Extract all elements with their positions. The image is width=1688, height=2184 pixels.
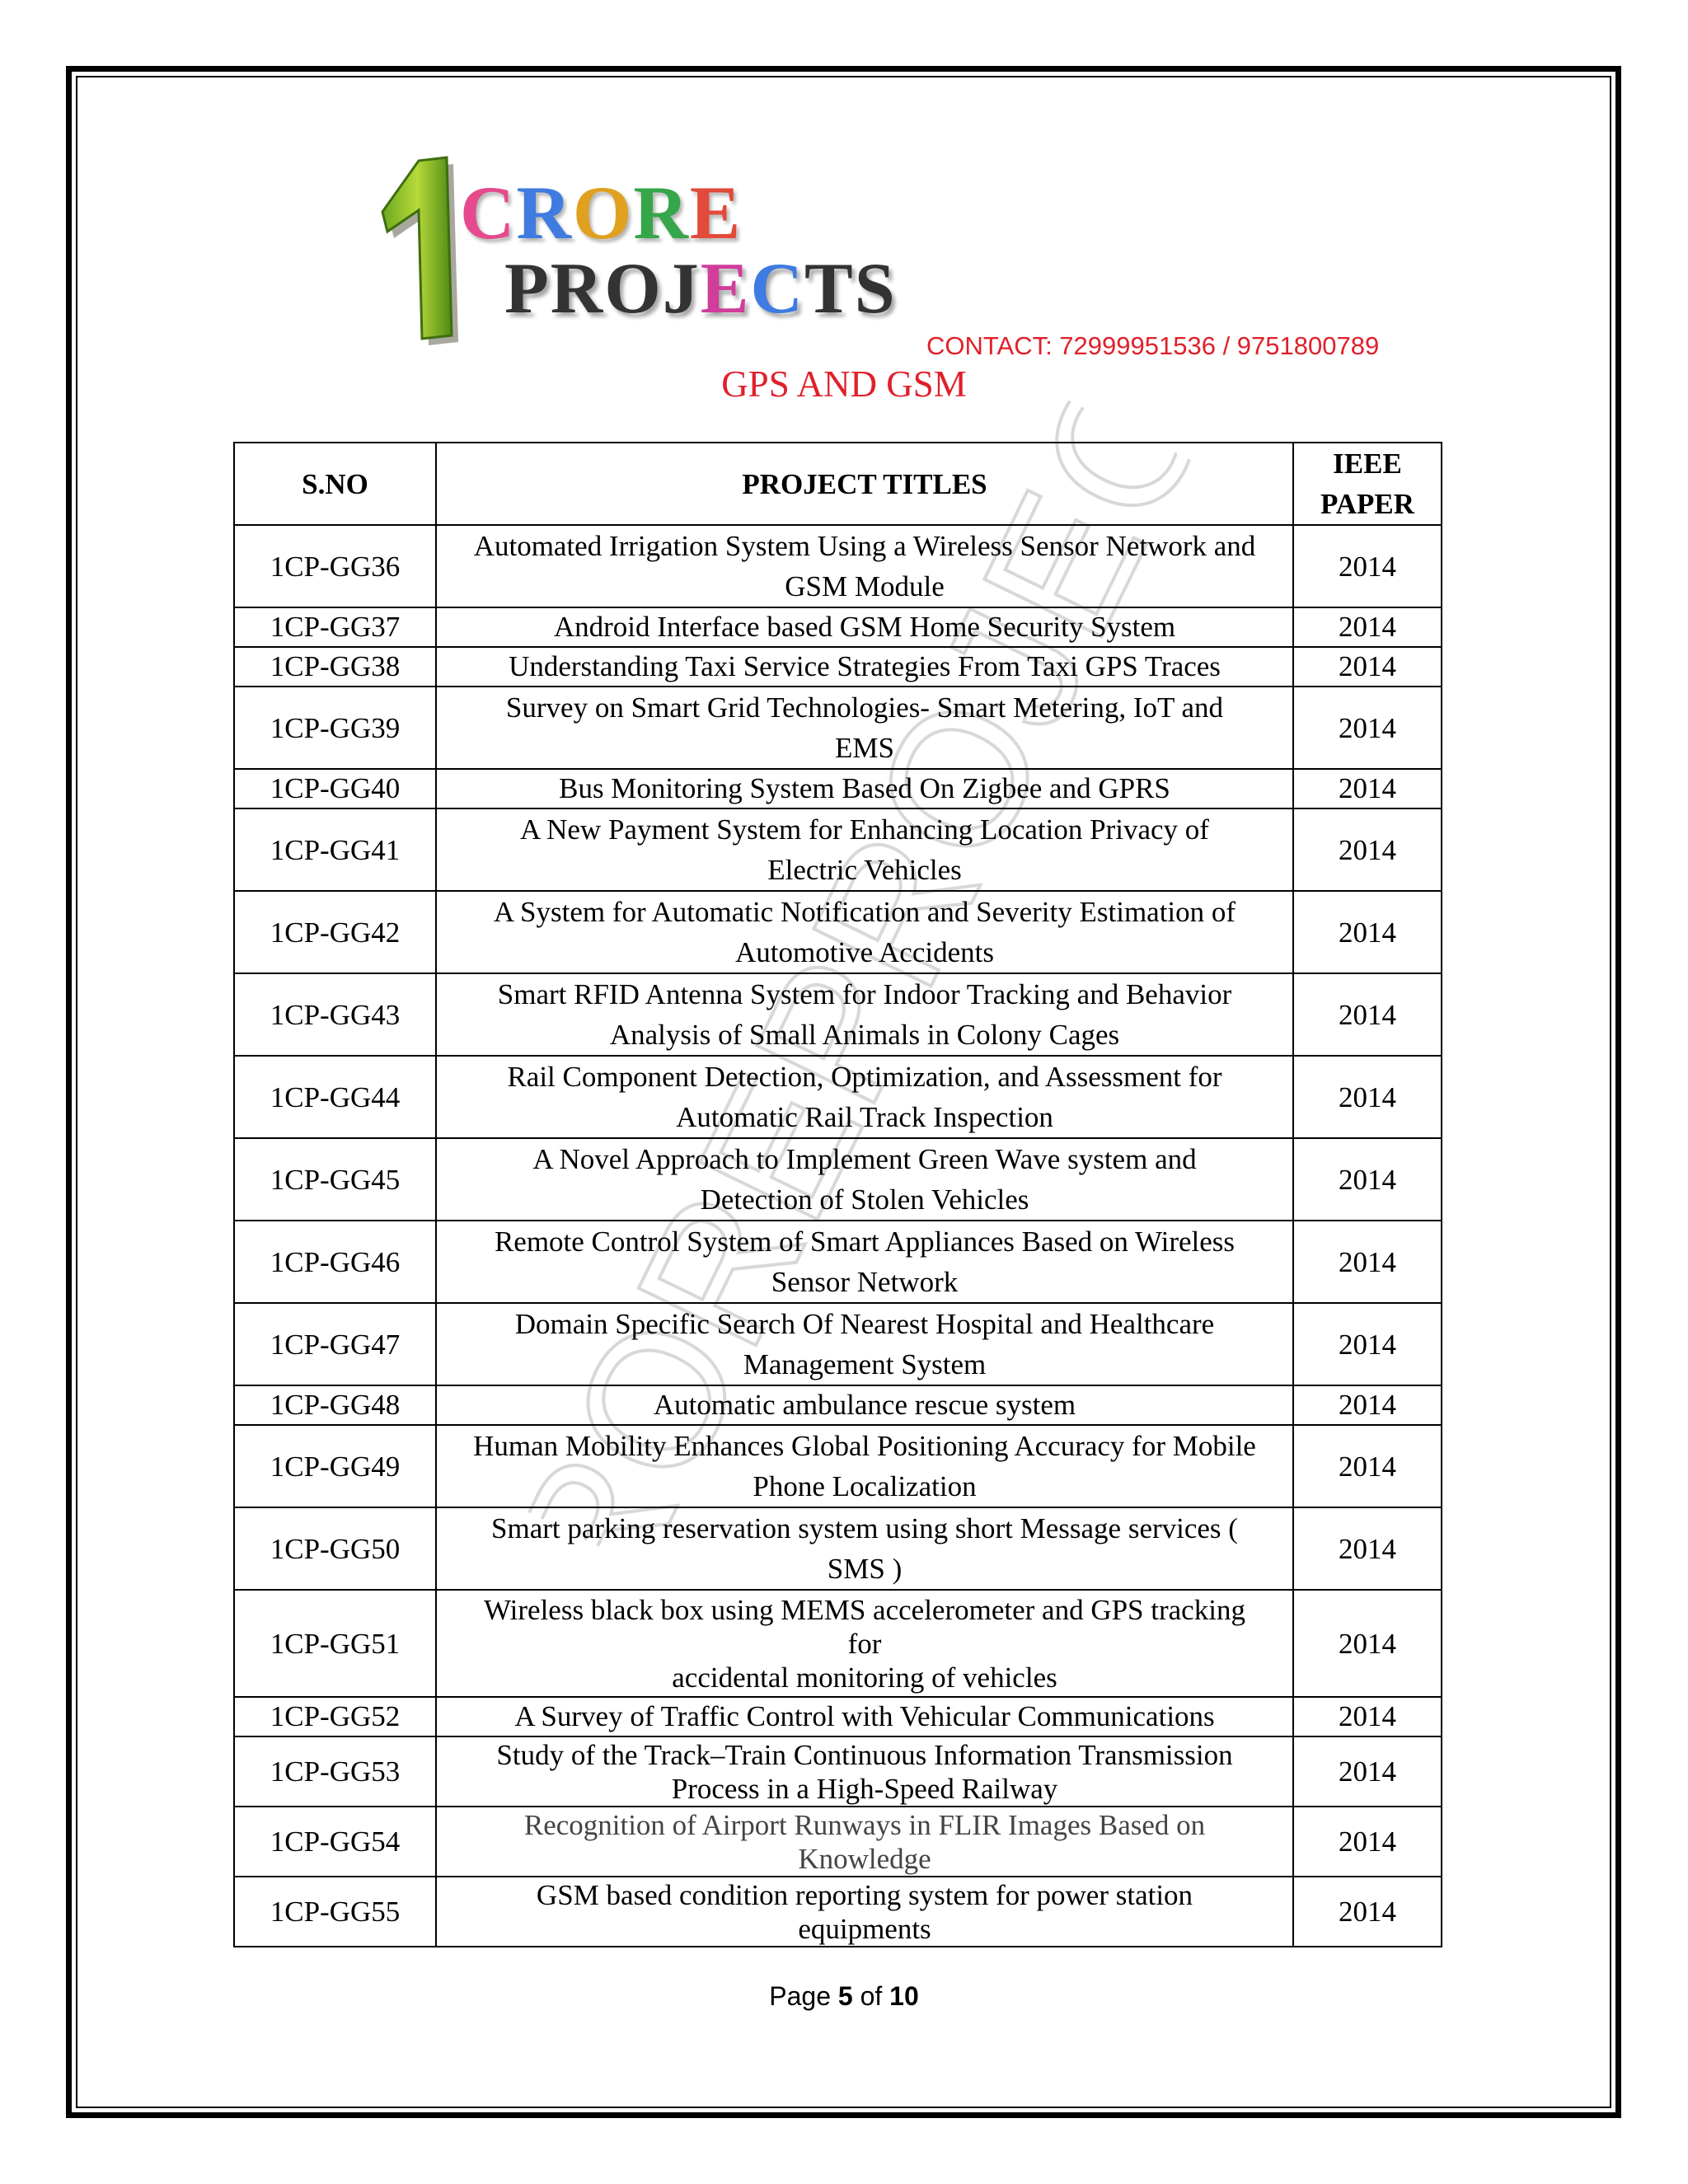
cell-ieee-year: 2014 [1293, 687, 1442, 769]
cell-project-title [436, 607, 1293, 647]
cell-sno: 1CP-GG45 [234, 1138, 436, 1221]
title-line: A Novel Approach to Implement Green Wave system and [532, 1143, 1197, 1175]
cell-project-title [436, 1303, 1293, 1385]
cell-ieee-year: 2014 [1293, 607, 1442, 647]
cell-ieee-year: 2014 [1293, 1138, 1442, 1221]
cell-ieee-year: 2014 [1293, 1385, 1442, 1425]
logo-letter: S [854, 249, 897, 329]
cell-sno: 1CP-GG52 [234, 1697, 436, 1736]
table-row [234, 1590, 1442, 1697]
title-line: A System for Automatic Notification and Severity Estimation of [493, 896, 1236, 928]
title-line: Human Mobility Enhances Global Positioning Accuracy for Mobile [473, 1430, 1256, 1462]
cell-sno: 1CP-GG42 [234, 891, 436, 973]
company-logo [354, 152, 897, 350]
title-line: Automated Irrigation System Using a Wireless Sensor Network and [473, 530, 1256, 562]
title-line: Process in a High-Speed Railway [671, 1772, 1058, 1805]
table-row [234, 808, 1442, 891]
cell-ieee-year: 2014 [1293, 1807, 1442, 1877]
logo-line-2 [504, 247, 897, 330]
logo-line-1 [460, 169, 742, 256]
cell-project-title [436, 769, 1293, 808]
title-line: Rail Component Detection, Optimization, and Assessment for [507, 1061, 1222, 1093]
logo-letter: R [516, 171, 573, 255]
title-line: Remote Control System of Smart Appliances Based on Wireless [494, 1226, 1236, 1258]
cell-sno: 1CP-GG37 [234, 607, 436, 647]
title-line: Management System [743, 1348, 987, 1380]
page-title: GPS AND GSM [721, 363, 967, 405]
title-line: Electric Vehicles [767, 854, 962, 886]
title-line: Sensor Network [771, 1266, 959, 1298]
cell-project-title [436, 687, 1293, 769]
cell-sno: 1CP-GG49 [234, 1425, 436, 1507]
cell-project-title [436, 1736, 1293, 1807]
logo-letter: R [633, 171, 690, 255]
cell-ieee-year: 2014 [1293, 769, 1442, 808]
table-row [234, 607, 1442, 647]
table-row [234, 1425, 1442, 1507]
cell-ieee-year: 2014 [1293, 647, 1442, 687]
table-row [234, 1056, 1442, 1138]
cell-sno: 1CP-GG53 [234, 1736, 436, 1807]
cell-ieee-year: 2014 [1293, 1697, 1442, 1736]
table-row [234, 1221, 1442, 1303]
cell-project-title [436, 1385, 1293, 1425]
cell-sno: 1CP-GG43 [234, 973, 436, 1056]
cell-project-title [436, 1590, 1293, 1697]
title-line: Recognition of Airport Runways in FLIR Images Based on [523, 1808, 1206, 1841]
cell-project-title [436, 647, 1293, 687]
cell-sno: 1CP-GG55 [234, 1877, 436, 1947]
title-line: Automotive Accidents [735, 936, 994, 968]
table-row [234, 973, 1442, 1056]
logo-letter: O [604, 249, 663, 329]
table-row [234, 1303, 1442, 1385]
cell-ieee-year: 2014 [1293, 973, 1442, 1056]
title-line: Survey on Smart Grid Technologies- Smart Metering, IoT and [505, 691, 1224, 724]
cell-sno: 1CP-GG48 [234, 1385, 436, 1425]
title-line: Automatic ambulance rescue system [653, 1389, 1076, 1421]
cell-sno: 1CP-GG40 [234, 769, 436, 808]
projects-table [233, 442, 1442, 1947]
table-row [234, 1507, 1442, 1590]
cell-ieee-year: 2014 [1293, 891, 1442, 973]
contact-info: CONTACT: 72999951536 / 9751800789 [926, 331, 1380, 360]
table-row [234, 1138, 1442, 1221]
cell-project-title [436, 525, 1293, 607]
cell-ieee-year: 2014 [1293, 525, 1442, 607]
cell-project-title [436, 891, 1293, 973]
logo-letter: C [750, 249, 805, 329]
cell-ieee-year: 2014 [1293, 1736, 1442, 1807]
title-line: for [847, 1627, 882, 1660]
cell-sno: 1CP-GG47 [234, 1303, 436, 1385]
cell-sno: 1CP-GG50 [234, 1507, 436, 1590]
cell-project-title [436, 1138, 1293, 1221]
table-row [234, 1385, 1442, 1425]
title-line: SMS ) [827, 1553, 903, 1585]
title-line: accidental monitoring of vehicles [672, 1661, 1057, 1694]
table-row [234, 1807, 1442, 1877]
cell-ieee-year: 2014 [1293, 1221, 1442, 1303]
title-line: Automatic Rail Track Inspection [676, 1101, 1053, 1133]
logo-letter: O [572, 171, 634, 255]
cell-ieee-year: 2014 [1293, 1877, 1442, 1947]
cell-project-title [436, 808, 1293, 891]
table-row [234, 891, 1442, 973]
table-row [234, 525, 1442, 607]
cell-project-title [436, 1221, 1293, 1303]
table-row [234, 1736, 1442, 1807]
table-row [234, 1697, 1442, 1736]
table-row [234, 1877, 1442, 1947]
cell-project-title [436, 1056, 1293, 1138]
logo-letter: P [504, 249, 551, 329]
cell-sno: 1CP-GG36 [234, 525, 436, 607]
table-row [234, 769, 1442, 808]
title-line: Domain Specific Search Of Nearest Hospital and Healthcare [514, 1308, 1215, 1340]
header-project-titles: PROJECT TITLES [436, 443, 1293, 525]
cell-ieee-year: 2014 [1293, 1507, 1442, 1590]
title-line: Smart parking reservation system using short Message services ( [491, 1512, 1238, 1544]
page-number: Page 5 of 10 [769, 1981, 919, 2011]
cell-sno: 1CP-GG38 [234, 647, 436, 687]
cell-sno: 1CP-GG54 [234, 1807, 436, 1877]
cell-ieee-year: 2014 [1293, 1425, 1442, 1507]
header-ieee-paper: IEEE PAPER [1293, 443, 1442, 525]
title-line: A New Payment System for Enhancing Location Privacy of [520, 813, 1209, 846]
title-line: GSM based condition reporting system for power station [536, 1878, 1193, 1911]
logo-letter: J [662, 249, 701, 329]
cell-project-title [436, 1507, 1293, 1590]
cell-ieee-year: 2014 [1293, 808, 1442, 891]
cell-project-title [436, 973, 1293, 1056]
cell-ieee-year: 2014 [1293, 1590, 1442, 1697]
table-header-row [234, 443, 1442, 525]
title-line: equipments [798, 1912, 931, 1945]
watermark-text: 1CROREPROJECTS [483, 379, 1248, 1599]
table-row [234, 647, 1442, 687]
cell-sno: 1CP-GG39 [234, 687, 436, 769]
title-line: Knowledge [798, 1842, 931, 1875]
cell-sno: 1CP-GG46 [234, 1221, 436, 1303]
cell-project-title [436, 1877, 1293, 1947]
title-line: Analysis of Small Animals in Colony Cages [609, 1019, 1120, 1051]
header-sno: S.NO [234, 443, 436, 525]
title-line: Smart RFID Antenna System for Indoor Tracking and Behavior [497, 978, 1232, 1010]
logo-letter: E [689, 171, 743, 255]
title-line: Android Interface based GSM Home Security System [553, 611, 1176, 643]
logo-letter: C [460, 171, 517, 255]
title-line: Wireless black box using MEMS accelerometer and GPS tracking [484, 1593, 1245, 1626]
title-line: A Survey of Traffic Control with Vehicular Communications [514, 1700, 1215, 1732]
logo-letter: E [700, 249, 751, 329]
cell-ieee-year: 2014 [1293, 1303, 1442, 1385]
logo-letter: T [804, 249, 855, 329]
title-line: GSM Module [785, 570, 945, 602]
table-row [234, 687, 1442, 769]
cell-sno: 1CP-GG44 [234, 1056, 436, 1138]
title-line: Detection of Stolen Vehicles [700, 1183, 1029, 1216]
title-line: Understanding Taxi Service Strategies From Taxi GPS Traces [509, 650, 1221, 682]
cell-project-title [436, 1807, 1293, 1877]
logo-letter: R [550, 249, 605, 329]
cell-project-title [436, 1425, 1293, 1507]
title-line: Phone Localization [753, 1470, 977, 1502]
cell-sno: 1CP-GG51 [234, 1590, 436, 1697]
cell-project-title [436, 1697, 1293, 1736]
cell-sno: 1CP-GG41 [234, 808, 436, 891]
cell-ieee-year: 2014 [1293, 1056, 1442, 1138]
title-line: Bus Monitoring System Based On Zigbee and GPRS [559, 772, 1170, 804]
title-line: Study of the Track–Train Continuous Information Transmission [496, 1738, 1233, 1771]
title-line: EMS [835, 732, 894, 764]
